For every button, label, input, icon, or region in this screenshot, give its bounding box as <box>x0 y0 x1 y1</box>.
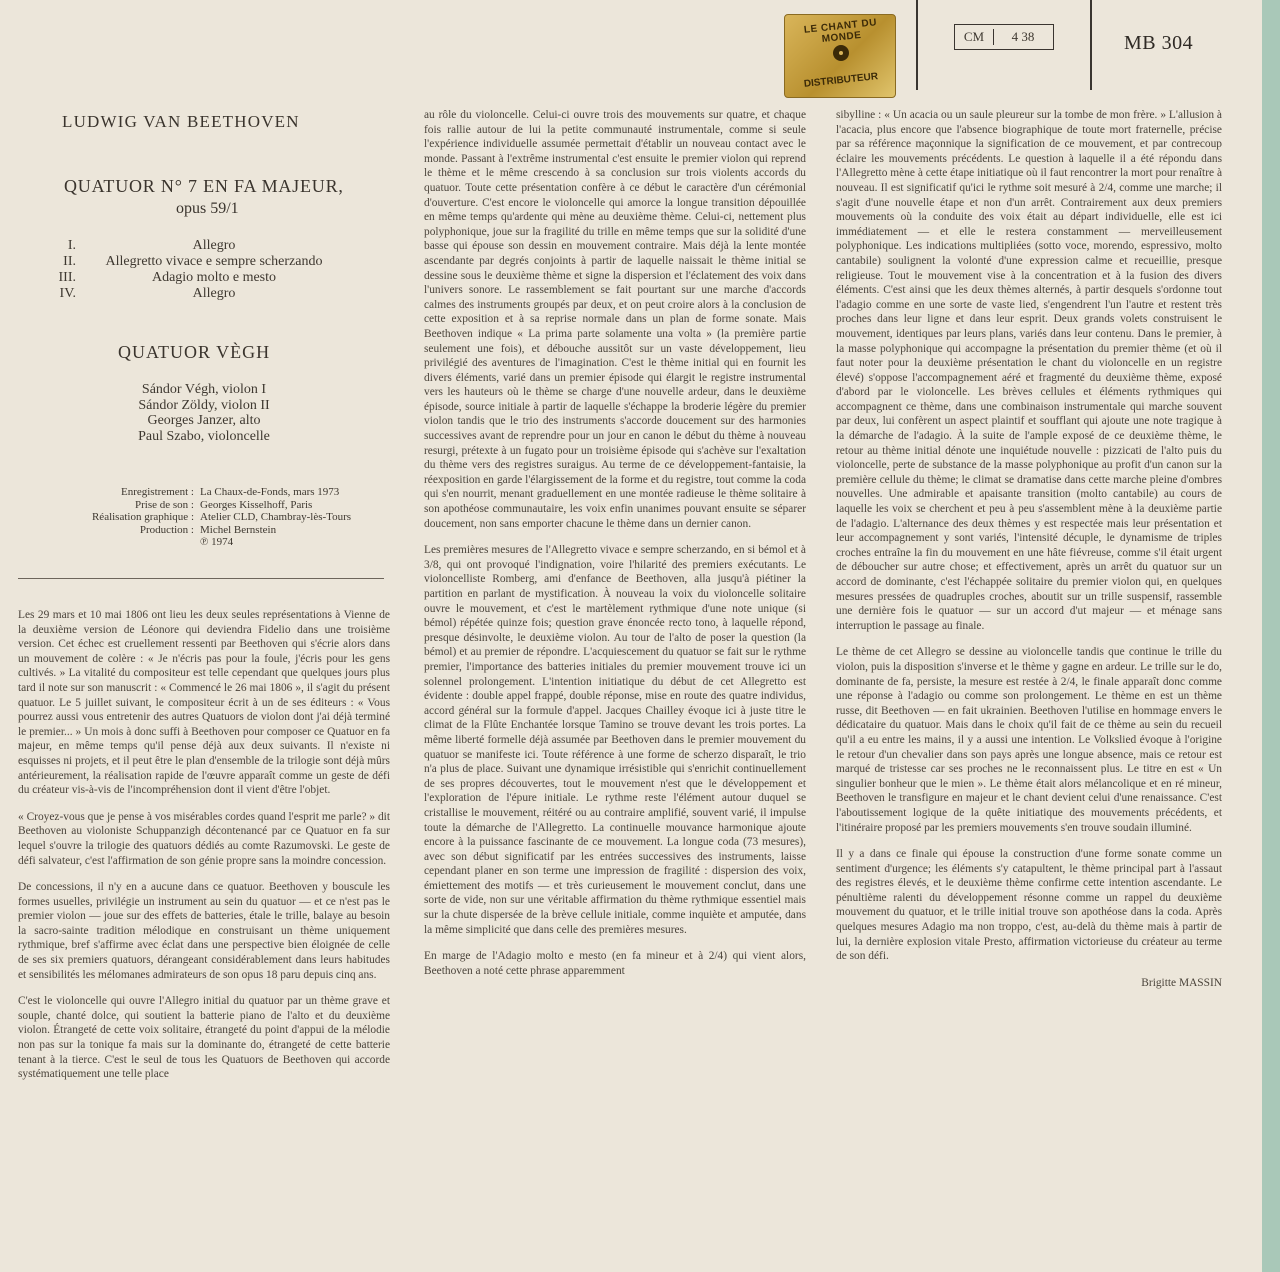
paragraph: Il y a dans ce finale qui épouse la construction d'une forme sonate comme un sentiment d'urgence; les éléments s'y catapultent, le thème principal part à l'assaut des registres élevés, et le deuxième thème confirme cette intention ascendante. Le pénultième ralenti du développement résonne comme un rappel du deuxième mouvement du quatuor, et le trille initial trouve son apothéose dans la coda. Après quelques mesures Adagio ma non troppo, c'est, au-delà du thème mais à partir de lui, la dernière explosion vitale Presto, affirmation victorieuse du créateur au terme de son défi. <box>836 848 1222 963</box>
credit-row <box>38 524 378 537</box>
sleeve-edge <box>1262 0 1280 1272</box>
paragraph: Les 29 mars et 10 mai 1806 ont lieu les deux seules représentations à Vienne de la deuxième version de Léonore qui deviendra Fidelio dans une troisième version. Cet échec est cruellement ressenti par Beethoven qui s'écrie alors dans un mouvement de colère : « Je n'écris pas pour la foule, j'écris pour les gens cultivés. » La vitalité du compositeur est telle cependant que quelques jours plus tard il note sur son manuscrit : « Commencé le 26 mai 1806 », il s'agit du présent quatuor. Le 5 juillet suivant, le compositeur écrit à un de ses éditeurs : « Vous pourrez aussi vous entretenir des autres Quatuors de violon dont j'ai déjà terminé le premier... » Un mois à donc suffi à Beethoven pour composer ce Quatuor en fa majeur, en même temps qu'il pense déjà aux deux suivants. Il n'existe ni esquisses ni projets, et il peut être le plan d'ensemble de la trilogie sont déjà mûrs antérieurement, la réalisation rapide de l'œuvre apparaît comme un geste de défi du créateur vis-à-vis de l'incompréhension dont il vient d'être l'objet. <box>18 609 390 797</box>
credit-value: Georges Kisselhoff, Paris <box>200 498 313 511</box>
paragraph: au rôle du violoncelle. Celui-ci ouvre trois des mouvements sur quatre, et chaque fois rallie autour de lui la petite communauté instrumentale, comme si seule l'expérience individuelle assumée permettait d'établir un nouveau contact avec le monde. Passant à l'extrême instrumental c'est ensuite le premier violon qui reprend le thème et le même crescendo à sa conclusion sur trois violents accords du quatuor. Toute cette présentation confère à ce début le caractère d'un cérémonial d'ouverture. C'est encore le violoncelle qui amorce la longue transition dépouillée en même temps qu'ardente qui mène au deuxième thème. Celui-ci, nettement plus polyphonique, joue sur la fragilité du trille en même temps que sur la solidité d'une basse qui épouse son dessin en mouvement contraire. Mais déjà la lente montée ascendante par degrés conjoints à partir de laquelle naissait le thème initial se dessine sous le deuxième thème et signe la dispersion et l'éclatement des voix dans l'univers sonore. Le rassemblement se fait pourtant sur une marche d'accords calmes des instruments groupés par deux, et on peut croire alors à la conclusion de cette exposition et à sa reprise normale dans un plan de forme sonate. Mais Beethoven indique « La prima parte solamente una volta » (la première partie seulement une fois), et débouche aussitôt sur un vaste développement, lieu privilégié des aventures de l'imagination. C'est le thème initial qui en fournit les divers éléments, varié dans un premier épisode qui élargit le registre instrumental vers les hauteurs où le thème se charge d'une nouvelle ardeur, dans le deuxième épisode, source initiale à partir de laquelle s'échappe la broderie légère du premier violon tandis que le trio des instruments s'accorde doucement sur des harmonies successives avant de reprendre pour un jour en canon le début du thème à nouveau resurgi, prétexte à un fugato pour un troisième épisode qui s'achève sur l'exaltation du thème vers des registres suraigus. Au terme de ce développement-fantaisie, la réexposition en garde l'élargissement de la forme et du registre, tout comme la coda qui s'en nourrit, menant graduellement en une montée radieuse le thème solitaire à son apothéose communautaire, les voix enfin unanimes pouvant ensuite se séparer doucement, non sans emporter chacune le thème dans un dernier canon. <box>424 109 806 530</box>
credit-row <box>38 511 378 524</box>
movement-name: Allegro <box>192 238 236 253</box>
work-title: QUATUOR N° 7 EN FA MAJEUR, <box>64 176 344 196</box>
paragraph: « Croyez-vous que je pense à vos misérables cordes quand l'esprit me parle? » dit Beethoven au violoniste Schuppanzigh décontenancé par ce Quatuor en fa sur lequel s'ouvre la trilogie des quatuors dédiés au comte Razumovski. Le geste de défi salvateur, c'est l'affirmation de son génie propre sans la moindre concession. <box>18 810 390 867</box>
paragraph: C'est le violoncelle qui ouvre l'Allegro initial du quatuor par un thème grave et souple, chanté dolce, qui soutient la batterie piano de l'alto et du deuxième violon. Étrangeté de cette voix solitaire, étrangeté du point d'appui de la mélodie non pas sur la tonique fa mais sur la dominante do, étrangeté de cette batterie tenant à la tierce. C'est le seul de tous les Quatuors de Beethoven qui accorde systématiquement une telle place <box>18 995 390 1081</box>
code-right: 4 38 <box>1011 29 1035 44</box>
production-credits <box>38 486 378 549</box>
movement-number: IV. <box>59 286 76 301</box>
header-divider-right <box>1090 0 1092 90</box>
performer: Sándor Végh, violon I <box>141 382 267 397</box>
author-signature: Brigitte MASSIN <box>1141 976 1222 989</box>
paragraph: De concessions, il n'y en a aucune dans ce quatuor. Beethoven y bouscule les formes usuelles, privilégie un instrument au sein du quatuor — et ce n'est pas le premier violon — joue sur des effets de batteries, étale le trille, balaye au besoin la sacro-sainte tradition mélodique en construisant un thème uniquement rythmique, bref s'affirme avec éclat dans une perspective bien éloignée de celle de ses six premiers quatuors, dérangeant considérablement dans leurs habitudes et sensibilités les mélomanes admirateurs de son opus 18 paru depuis cinq ans. <box>18 881 390 981</box>
movement-name: Adagio molto e mesto <box>151 270 277 285</box>
credit-label: Production : <box>139 523 194 536</box>
record-disc-icon <box>833 45 849 61</box>
seal-brand: LE CHANT DU MONDE <box>803 17 878 46</box>
credit-value: Michel Bernstein <box>200 523 277 536</box>
code-left: CM <box>955 29 994 45</box>
movement-list <box>50 238 370 302</box>
movement-name: Allegretto vivace e sempre scherzando <box>105 254 323 269</box>
paragraph: Les premières mesures de l'Allegretto vivace e sempre scherzando, en si bémol et à 3/8, qui ont provoqué l'indignation, voire l'hilarité des premiers exécutants. Le violoncelliste Romberg, ami d'enfance de Beethoven, alla jusqu'à piétiner la partition en parlant de mystification. À nouveau la voix du violoncelle solitaire ouvre le mouvement, et c'est le martèlement rythmique d'une note unique (si bémol) répétée quinze fois; question grave énoncée recto tono, à laquelle répond, presque désinvolte, le deuxième violon. Au tour de l'alto de poser la question (la bémol) et au premier de répondre. L'acquiescement du quatuor se fait sur le rythme premier, l'importance des batteries initiales du premier mouvement trouve ici un solennel prolongement. L'intention initiatique du début de cet Allegretto est évidente : double appel frappé, double réponse, mise en route des quatre individus, accord général sur la formule d'appel. Jacques Chailley évoque ici à juste titre le climat de la Flûte Enchantée lorsque Tamino se trouve devant les trois portes. La même liberté formelle déjà assumée par Beethoven dans le premier mouvement du quatuor se manifeste ici. Toute référence à une forme de scherzo disparaît, le trio n'a plus de place. Suivant une dynamique irrésistible qui s'enrichit continuellement de ses propres découvertes, tout le mouvement n'est que le développement et l'exploration de l'épure initiale. Le rythme reste l'élément autour duquel se cristallise le mouvement, réitéré ou au contraire amplifié, souvent varié, il impulse toute la démarche de l'Allegretto. La continuelle mouvance harmonique ajoute encore à la puissance fascinante de ce mouvement. La longue coda (73 mesures), avec son début significatif par les entrées successives des instruments, laisse cependant planer en son terme une impression de fragilité : dispersion des voix, émiettement des motifs — et très curieusement le mouvement conclut, dans une sorte de vide, non sur une véritable affirmation du thème rythmique essentiel mais sur la chute dispersée de la brève cellule initiale, comme inquiète et amputée, dans la même simplicité que dans celle des premières mesures. <box>424 544 806 936</box>
liner-notes-column-1 <box>18 608 390 1258</box>
paragraph: En marge de l'Adagio molto e mesto (en fa mineur et à 2/4) qui vient alors, Beethoven a noté cette phrase apparemment <box>424 950 806 977</box>
section-divider <box>18 578 384 579</box>
personnel-list <box>94 382 314 444</box>
movement-number: III. <box>58 270 76 285</box>
movement-number: II. <box>63 254 76 269</box>
movement-name: Allegro <box>192 286 236 301</box>
performer: Sándor Zöldy, violon II <box>138 397 270 413</box>
copyright-year: ℗ 1974 <box>200 536 234 548</box>
composer-name: LUDWIG VAN BEETHOVEN <box>62 112 300 131</box>
ensemble-name: QUATUOR VÈGH <box>118 342 271 362</box>
liner-notes-column-3 <box>836 108 1222 1258</box>
credit-label: Prise de son : <box>135 498 194 511</box>
liner-notes-column-2 <box>424 108 806 1258</box>
movement-item <box>50 286 370 302</box>
seal-distributor: DISTRIBUTEUR <box>803 71 879 90</box>
credit-row <box>38 536 378 549</box>
label-seal <box>784 14 896 98</box>
performer: Georges Janzer, alto <box>147 413 261 428</box>
catalog-number: MB 304 <box>1124 32 1194 54</box>
movement-item <box>50 238 370 254</box>
credit-label: Réalisation graphique : <box>91 511 194 523</box>
performer: Paul Szabo, violoncelle <box>138 428 270 444</box>
paragraph: sibylline : « Un acacia ou un saule pleureur sur la tombe de mon frère. » L'allusion à l'acacia, plus encore que l'absence biographique de toute mort fraternelle, précise par sa référence maçonnique la signification de ce mouvement, et par contrecoup éclaire les mouvements précédents. Le question à laquelle il a été répondu dans l'Allegretto mène à cette étape initiatique où il faut rencontrer la mort pour renaître à nouveau. Il est significatif qu'ici le rythme soit mesuré à 2/4, comme une marche; il s'agit d'une nouvelle étape et non d'un arrêt. Contrairement aux deux premiers mouvements où la conduite des voix était au départ individuelle, elle est ici immédiatement — et elle le restera constamment — merveilleusement polyphonique. Les indications multipliées (sotto voce, morendo, espressivo, molto cantabile) soulignent la volonté d'une expression calme et recueillie, presque religieuse. Tout le mouvement vise à la concentration et à la fusion des divers éléments. C'est ainsi que les deux thèmes alternés, à partir desquels s'ordonne tout l'adagio comme en une sorte de vaste lied, s'engendrent l'un l'autre et restent très proches dans leur ligne et dans leur esprit. Deux grands volets construisent le mouvement, identiques par leurs plans, variés dans leur contenu. Dans le premier, à la masse polyphonique qui accompagne la présentation du premier thème (et où il faut noter pour la deuxième présentation le chant du violoncelle en un registre élevé) s'oppose l'accompagnement aéré et fragmenté du deuxième thème, exposé d'abord par le violoncelle. Les brèves cellules et éléments rythmiques qui accompagnent ce thème, dans une combinaison instrumentale qui marche souvent par deux, lui confèrent un aspect plaintif et soufflant qui ajoute une note tragique à la démarche de l'adagio. À la suite de l'ample exposé de ce deuxième thème, le retour au thème initial dénote une inquiétude nouvelle : pizzicati de l'alto puis du violoncelle, perte de substance de la masse polyphonique au profit d'un canon sur la première cellule du thème; le climat se dramatise dans cette marche pleine d'ombres nouvelles. Une admirable et apaisante transition (molto cantabile) au cours de laquelle les voix se cherchent et peu à peu s'assemblent mène à la deuxième partie de l'adagio. L'alternance des deux thèmes y est respectée mais leur présentation et leur accompagnement y sont variés, l'intensité décuple, le dynamisme de triples croches entraîne la fin du mouvement en une hâte fiévreuse, comme s'il était urgent de déboucher sur autre chose; et effectivement, après un arrêt du quatuor sur un accord de dominante, c'est l'échappée solitaire du premier violon qui, en quelques mesures pressées de quadruples croches, aboutit sur un trille suspensif, rassemble une dernière fois le quatuor — sur un accord d'ut majeur — et ménage sans interruption le passage au finale. <box>836 109 1222 632</box>
opus-number: opus 59/1 <box>176 200 239 217</box>
credit-row <box>38 486 378 499</box>
movement-item <box>50 270 370 286</box>
credit-label: Enregistrement : <box>120 486 194 498</box>
paragraph: Le thème de cet Allegro se dessine au violoncelle tandis que continue le trille du violon, puis la disposition s'inverse et le thème y gagne en ardeur. Le trille sur le do, dominante de fa, persiste, la mesure est restée à 2/4, le finale apparaît donc comme une réponse à l'adagio ou comme son prolongement. Le thème en est un thème russe, dit Beethoven — en fait ukrainien. Beethoven l'utilise en hommage envers le dédicataire du quatuor. Mais dans le choix qu'il fait de ce thème au sein du recueil qu'il a eu entre les mains, il y a aussi une intention. Le Volkslied évoque à l'origine le retour d'un chevalier dans son pays après une longue absence, mais ce retour est marqué de tristesse car ses proches ne le reconnaissent plus. Le titre en est « Un singulier bonheur que le mien ». Le thème était alors mélancolique et en ré mineur, Beethoven le transfigure en majeur et le chant devient celui d'une renaissance. C'est l'aboutissement logique de la quête initiatique des mouvements précédents, et l'itinéraire proposé par les premiers mouvements s'en trouve soudain illuminé. <box>836 646 1222 834</box>
movement-number: I. <box>67 238 76 253</box>
credit-row <box>38 499 378 512</box>
credit-value: La Chaux-de-Fonds, mars 1973 <box>200 486 340 498</box>
header-divider-left <box>916 0 918 90</box>
movement-item <box>50 254 370 270</box>
price-code-box <box>954 24 1054 50</box>
credit-value: Atelier CLD, Chambray-lès-Tours <box>200 511 352 523</box>
